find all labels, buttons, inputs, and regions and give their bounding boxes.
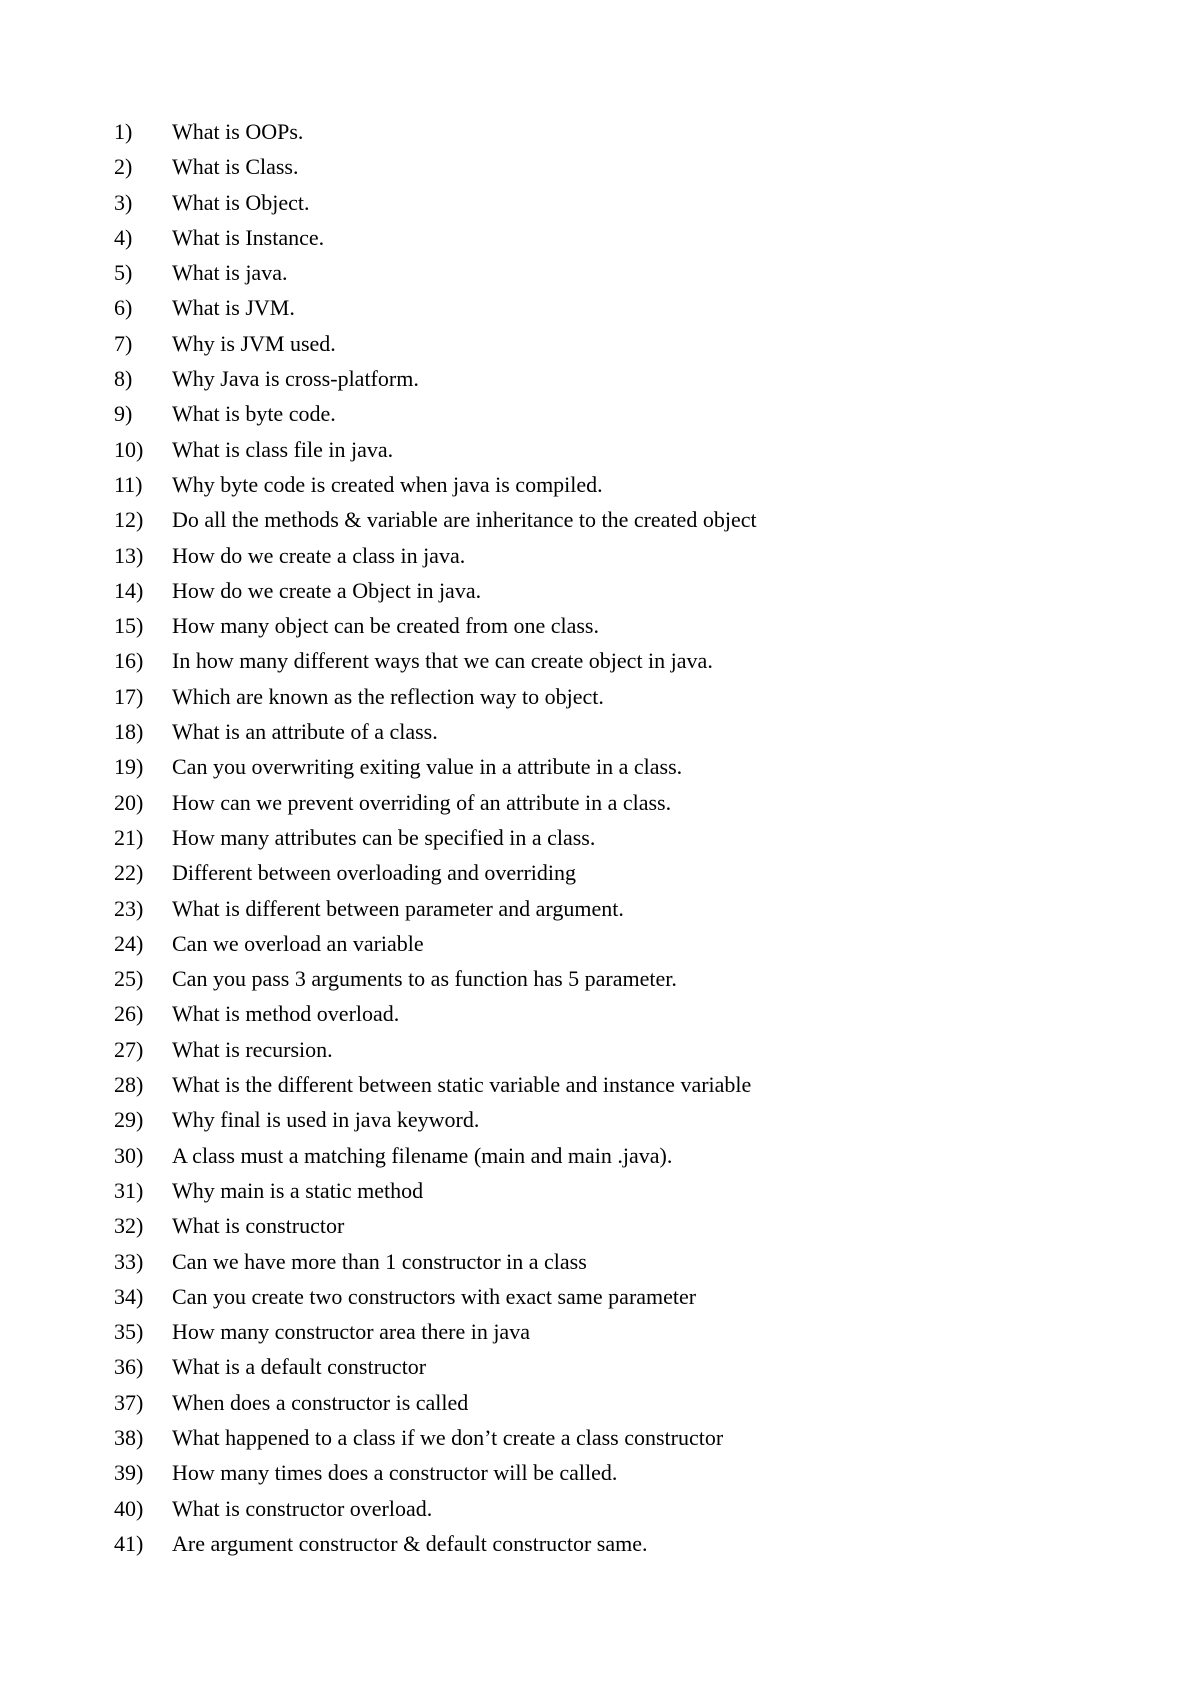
question-number: 40) bbox=[114, 1495, 144, 1521]
question-text: How can we prevent overriding of an attribute in a class. bbox=[172, 789, 672, 815]
question-number: 13) bbox=[114, 542, 144, 568]
question-item bbox=[114, 396, 757, 431]
question-item bbox=[114, 714, 757, 749]
question-item bbox=[114, 538, 757, 573]
question-item bbox=[114, 820, 757, 855]
question-item bbox=[114, 855, 757, 890]
question-item bbox=[114, 1032, 757, 1067]
question-text: What is different between parameter and argument. bbox=[172, 895, 624, 921]
question-number: 17) bbox=[114, 683, 144, 709]
question-number: 31) bbox=[114, 1177, 144, 1203]
question-text: What is method overload. bbox=[172, 1001, 400, 1027]
question-item bbox=[114, 1526, 757, 1561]
question-number: 19) bbox=[114, 754, 144, 780]
question-item bbox=[114, 996, 757, 1031]
question-number: 6) bbox=[114, 295, 133, 321]
question-number: 12) bbox=[114, 507, 144, 533]
question-item bbox=[114, 1244, 757, 1279]
question-text: What is recursion. bbox=[172, 1036, 333, 1062]
question-item bbox=[114, 891, 757, 926]
question-item bbox=[114, 961, 757, 996]
question-text: What is OOPs. bbox=[172, 119, 304, 144]
question-text: How many constructor area there in java bbox=[172, 1319, 530, 1345]
question-item bbox=[114, 502, 757, 537]
question-text: What is the different between static variable and instance variable bbox=[172, 1072, 752, 1098]
question-number: 28) bbox=[114, 1072, 144, 1098]
question-text: Why main is a static method bbox=[172, 1177, 424, 1203]
question-list bbox=[114, 114, 757, 1561]
question-item bbox=[114, 220, 757, 255]
question-text: How do we create a class in java. bbox=[172, 542, 466, 568]
question-text: What is Class. bbox=[172, 154, 299, 180]
question-item bbox=[114, 679, 757, 714]
question-text: What is an attribute of a class. bbox=[172, 719, 438, 745]
question-number: 23) bbox=[114, 895, 144, 921]
question-item bbox=[114, 1138, 757, 1173]
question-text: Can you overwriting exiting value in a attribute in a class. bbox=[172, 754, 683, 780]
question-text: A class must a matching filename (main and main .java). bbox=[172, 1142, 673, 1168]
question-text: Can we overload an variable bbox=[172, 930, 424, 956]
question-number: 21) bbox=[114, 824, 144, 850]
question-item bbox=[114, 1173, 757, 1208]
question-number: 32) bbox=[114, 1213, 144, 1239]
question-text: What is java. bbox=[172, 260, 288, 286]
question-text: Are argument constructor & default constructor same. bbox=[172, 1530, 648, 1556]
question-item bbox=[114, 643, 757, 678]
question-text: What is byte code. bbox=[172, 401, 336, 427]
question-item bbox=[114, 255, 757, 290]
question-text: When does a constructor is called bbox=[172, 1389, 469, 1415]
question-number: 10) bbox=[114, 436, 144, 462]
question-number: 36) bbox=[114, 1354, 144, 1380]
question-text: What is constructor bbox=[172, 1213, 345, 1239]
question-text: What is Instance. bbox=[172, 224, 325, 250]
question-number: 11) bbox=[114, 471, 143, 497]
question-number: 1) bbox=[114, 119, 133, 144]
question-text: How many object can be created from one class. bbox=[172, 613, 599, 639]
question-item bbox=[114, 290, 757, 325]
question-text: Can you create two constructors with exact same parameter bbox=[172, 1283, 697, 1309]
question-number: 25) bbox=[114, 966, 144, 992]
question-item bbox=[114, 1067, 757, 1102]
question-number: 22) bbox=[114, 860, 144, 886]
question-number: 16) bbox=[114, 648, 144, 674]
question-number: 5) bbox=[114, 260, 133, 286]
question-item bbox=[114, 1208, 757, 1243]
question-number: 34) bbox=[114, 1283, 144, 1309]
question-text: Why final is used in java keyword. bbox=[172, 1107, 480, 1133]
question-text: What is class file in java. bbox=[172, 436, 394, 462]
question-number: 37) bbox=[114, 1389, 144, 1415]
question-number: 29) bbox=[114, 1107, 144, 1133]
question-number: 18) bbox=[114, 719, 144, 745]
question-item bbox=[114, 926, 757, 961]
question-item bbox=[114, 467, 757, 502]
question-item bbox=[114, 1420, 757, 1455]
question-item bbox=[114, 1349, 757, 1384]
question-number: 2) bbox=[114, 154, 133, 180]
question-text: Which are known as the reflection way to object. bbox=[172, 683, 604, 709]
question-number: 24) bbox=[114, 930, 144, 956]
question-text: Different between overloading and overriding bbox=[172, 860, 577, 886]
question-number: 7) bbox=[114, 330, 133, 356]
question-number: 8) bbox=[114, 366, 133, 392]
question-number: 27) bbox=[114, 1036, 144, 1062]
question-text: What is Object. bbox=[172, 189, 310, 215]
question-item bbox=[114, 432, 757, 467]
question-number: 20) bbox=[114, 789, 144, 815]
question-number: 26) bbox=[114, 1001, 144, 1027]
question-text: Why byte code is created when java is compiled. bbox=[172, 471, 603, 497]
question-item bbox=[114, 1455, 757, 1490]
question-item bbox=[114, 114, 757, 149]
question-number: 9) bbox=[114, 401, 133, 427]
question-item bbox=[114, 749, 757, 784]
question-number: 35) bbox=[114, 1319, 144, 1345]
question-text: Can you pass 3 arguments to as function has 5 parameter. bbox=[172, 966, 677, 992]
question-item bbox=[114, 1279, 757, 1314]
question-text: In how many different ways that we can create object in java. bbox=[172, 648, 713, 674]
question-text: How many attributes can be specified in a class. bbox=[172, 824, 596, 850]
question-text: What is constructor overload. bbox=[172, 1495, 433, 1521]
question-text: What happened to a class if we don’t create a class constructor bbox=[172, 1424, 724, 1450]
question-item bbox=[114, 1102, 757, 1137]
question-item bbox=[114, 1314, 757, 1349]
question-text: Do all the methods & variable are inheritance to the created object bbox=[172, 507, 757, 533]
question-text: Can we have more than 1 constructor in a class bbox=[172, 1248, 587, 1274]
question-item bbox=[114, 785, 757, 820]
question-item bbox=[114, 608, 757, 643]
question-text: How many times does a constructor will be called. bbox=[172, 1460, 618, 1486]
question-item bbox=[114, 185, 757, 220]
question-number: 33) bbox=[114, 1248, 144, 1274]
question-text: How do we create a Object in java. bbox=[172, 577, 482, 603]
question-number: 14) bbox=[114, 577, 144, 603]
question-item bbox=[114, 149, 757, 184]
question-number: 30) bbox=[114, 1142, 144, 1168]
question-number: 3) bbox=[114, 189, 133, 215]
question-text: What is JVM. bbox=[172, 295, 295, 321]
question-number: 4) bbox=[114, 224, 133, 250]
question-number: 41) bbox=[114, 1530, 144, 1556]
question-item bbox=[114, 361, 757, 396]
question-number: 39) bbox=[114, 1460, 144, 1486]
question-text: Why is JVM used. bbox=[172, 330, 336, 356]
question-item bbox=[114, 1385, 757, 1420]
question-number: 15) bbox=[114, 613, 144, 639]
question-item bbox=[114, 326, 757, 361]
question-text: What is a default constructor bbox=[172, 1354, 427, 1380]
question-item bbox=[114, 573, 757, 608]
question-number: 38) bbox=[114, 1424, 144, 1450]
question-text: Why Java is cross-platform. bbox=[172, 366, 419, 392]
question-item bbox=[114, 1491, 757, 1526]
